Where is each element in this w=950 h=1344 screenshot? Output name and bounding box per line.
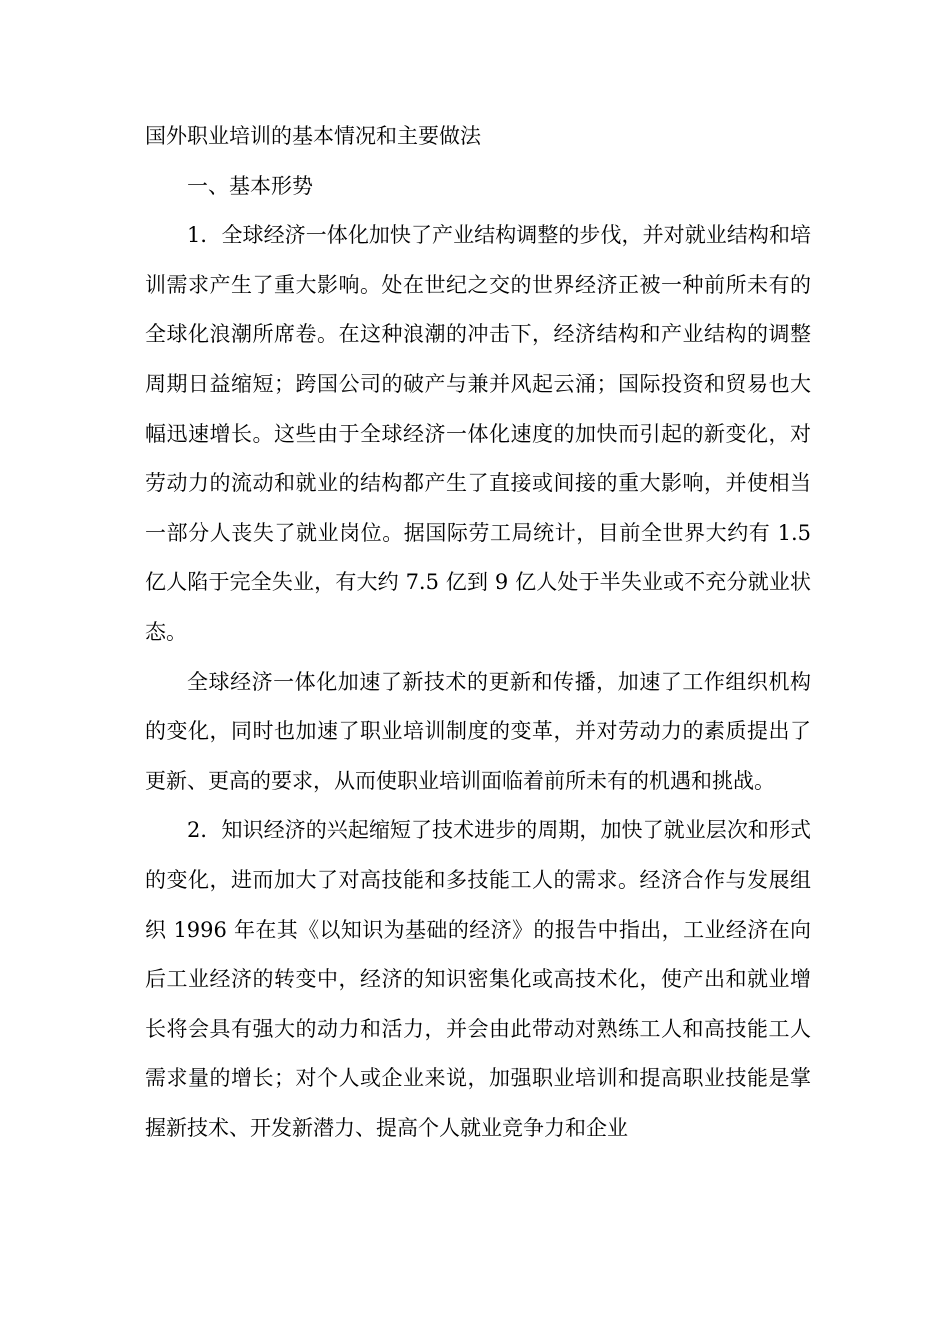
paragraph-3: 2．知识经济的兴起缩短了技术进步的周期，加快了就业层次和形式的变化，进而加大了对高技能和多技能工人的需求。经济合作与发展组织 1996 年在其《以知识为基础的经济》的报告中指出，工业经济在向后工业经济的转变中，经济的知识密集化或高技术化，使产出和就业增长将会具有强大的动力和活力，并会由此带动对熟练工人和高技能工人需求量的增长；对个人或企业来说，加强职业培训和提高职业技能是掌握新技术、开发新潜力、提高个人就业竞争力和企业 <box>145 818 811 1140</box>
paragraph-1: 1．全球经济一体化加快了产业结构调整的步伐，并对就业结构和培训需求产生了重大影响。处在世纪之交的世界经济正被一种前所未有的全球化浪潮所席卷。在这种浪潮的冲击下，经济结构和产业结构的调整周期日益缩短；跨国公司的破产与兼并风起云涌；国际投资和贸易也大幅迅速增长。这些由于全球经济一体化速度的加快而引起的新变化，对劳动力的流动和就业的结构都产生了直接或间接的重大影响，并使相当一部分人丧失了就业岗位。据国际劳工局统计，目前全世界大约有 1.5 亿人陷于完全失业，有大约 7.5 亿到 9 亿人处于半失业或不充分就业状态。 <box>145 223 811 644</box>
document-body <box>145 112 811 1153</box>
paragraph-2: 全球经济一体化加速了新技术的更新和传播，加速了工作组织机构的变化，同时也加速了职业培训制度的变革，并对劳动力的素质提出了更新、更高的要求，从而使职业培训面临着前所未有的机遇和挑战。 <box>145 669 811 793</box>
section-heading: 一、基本形势 <box>187 173 313 198</box>
document-title: 国外职业培训的基本情况和主要做法 <box>145 124 481 148</box>
